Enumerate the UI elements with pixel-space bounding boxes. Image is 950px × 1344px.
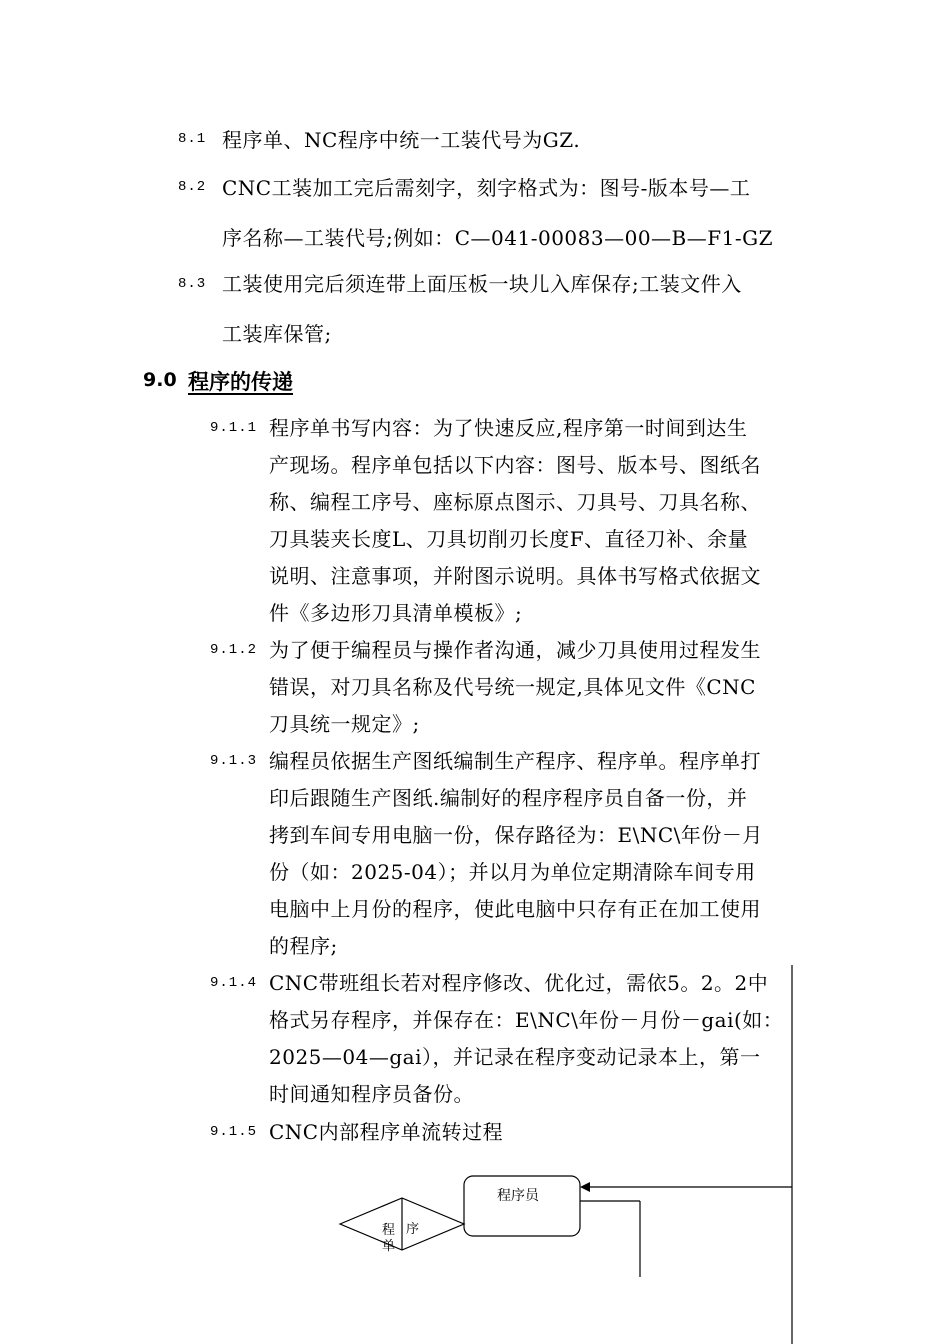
paragraph-line: CNC工装加工完后需刻字，刻字格式为：图号-版本号—工 [222,176,751,200]
paragraph-line: 错误，对刀具名称及代号统一规定,具体见文件《CNC [269,675,756,699]
paragraph-line: 说明、注意事项，并附图示说明。具体书写格式依据文 [269,564,761,588]
item-number: 9.1.5 [210,1124,258,1140]
item-number: 8.2 [178,179,207,195]
item-number: 8.3 [178,276,207,292]
paragraph-line: 的程序; [269,934,338,958]
diamond-label-char: 序 [406,1222,420,1237]
arrow-head [580,1182,590,1192]
paragraph-line: 称、编程工序号、座标原点图示、刀具号、刀具名称、 [269,490,761,514]
diamond-label-char: 程 [382,1223,396,1238]
paragraph-line: 时间通知程序员备份。 [269,1082,474,1106]
paragraph-line: 格式另存程序，并保存在：E\NC\年份－月份－gai(如： [269,1008,784,1032]
paragraph-line: 工装使用完后须连带上面压板一块儿入库保存;工装文件入 [222,272,742,296]
paragraph-line: 2025—04—gai），并记录在程序变动记录本上，第一 [269,1045,761,1069]
heading-title: 程序的传递 [188,370,293,394]
item-number: 8.1 [178,131,207,147]
item-number: 9.1.4 [210,975,258,991]
paragraph-line: 份（如：2025-04）；并以月为单位定期清除车间专用 [269,860,756,884]
paragraph-line: 为了便于编程员与操作者沟通，减少刀具使用过程发生 [269,638,761,662]
paragraph-line: 印后跟随生产图纸.编制好的程序程序员自备一份，并 [269,786,748,810]
paragraph-line: 工装库保管; [222,322,332,346]
paragraph-line: CNC内部程序单流转过程 [269,1120,504,1144]
paragraph-line: 刀具统一规定》; [269,712,420,736]
process-box-label: 程序员 [497,1188,539,1204]
paragraph-line: 程序单书写内容：为了快速反应,程序第一时间到达生 [269,416,748,440]
paragraph-line: 产现场。程序单包括以下内容：图号、版本号、图纸名 [269,453,761,477]
paragraph-line: 刀具装夹长度L、刀具切削刃长度F、直径刀补、余量 [269,527,749,551]
item-number: 9.1.1 [210,420,258,436]
paragraph-line: 编程员依据生产图纸编制生产程序、程序单。程序单打 [269,749,761,773]
heading-number: 9.0 [143,369,177,391]
paragraph-line: 拷到车间专用电脑一份，保存路径为：E\NC\年份－月 [269,823,763,847]
paragraph-line: CNC带班组长若对程序修改、优化过，需依5。2。2中 [269,971,769,995]
item-number: 9.1.3 [210,753,258,769]
paragraph-line: 程序单、NC程序中统一工装代号为GZ. [222,128,581,152]
paragraph-line: 电脑中上月份的程序，使此电脑中只存有正在加工使用 [269,897,761,921]
diamond-label-char: 单 [382,1239,396,1254]
paragraph-line: 序名称—工装代号;例如：C—041-00083—00—B—F1-GZ [222,226,773,250]
paragraph-line: 件《多边形刀具清单模板》; [269,601,523,625]
item-number: 9.1.2 [210,642,258,658]
